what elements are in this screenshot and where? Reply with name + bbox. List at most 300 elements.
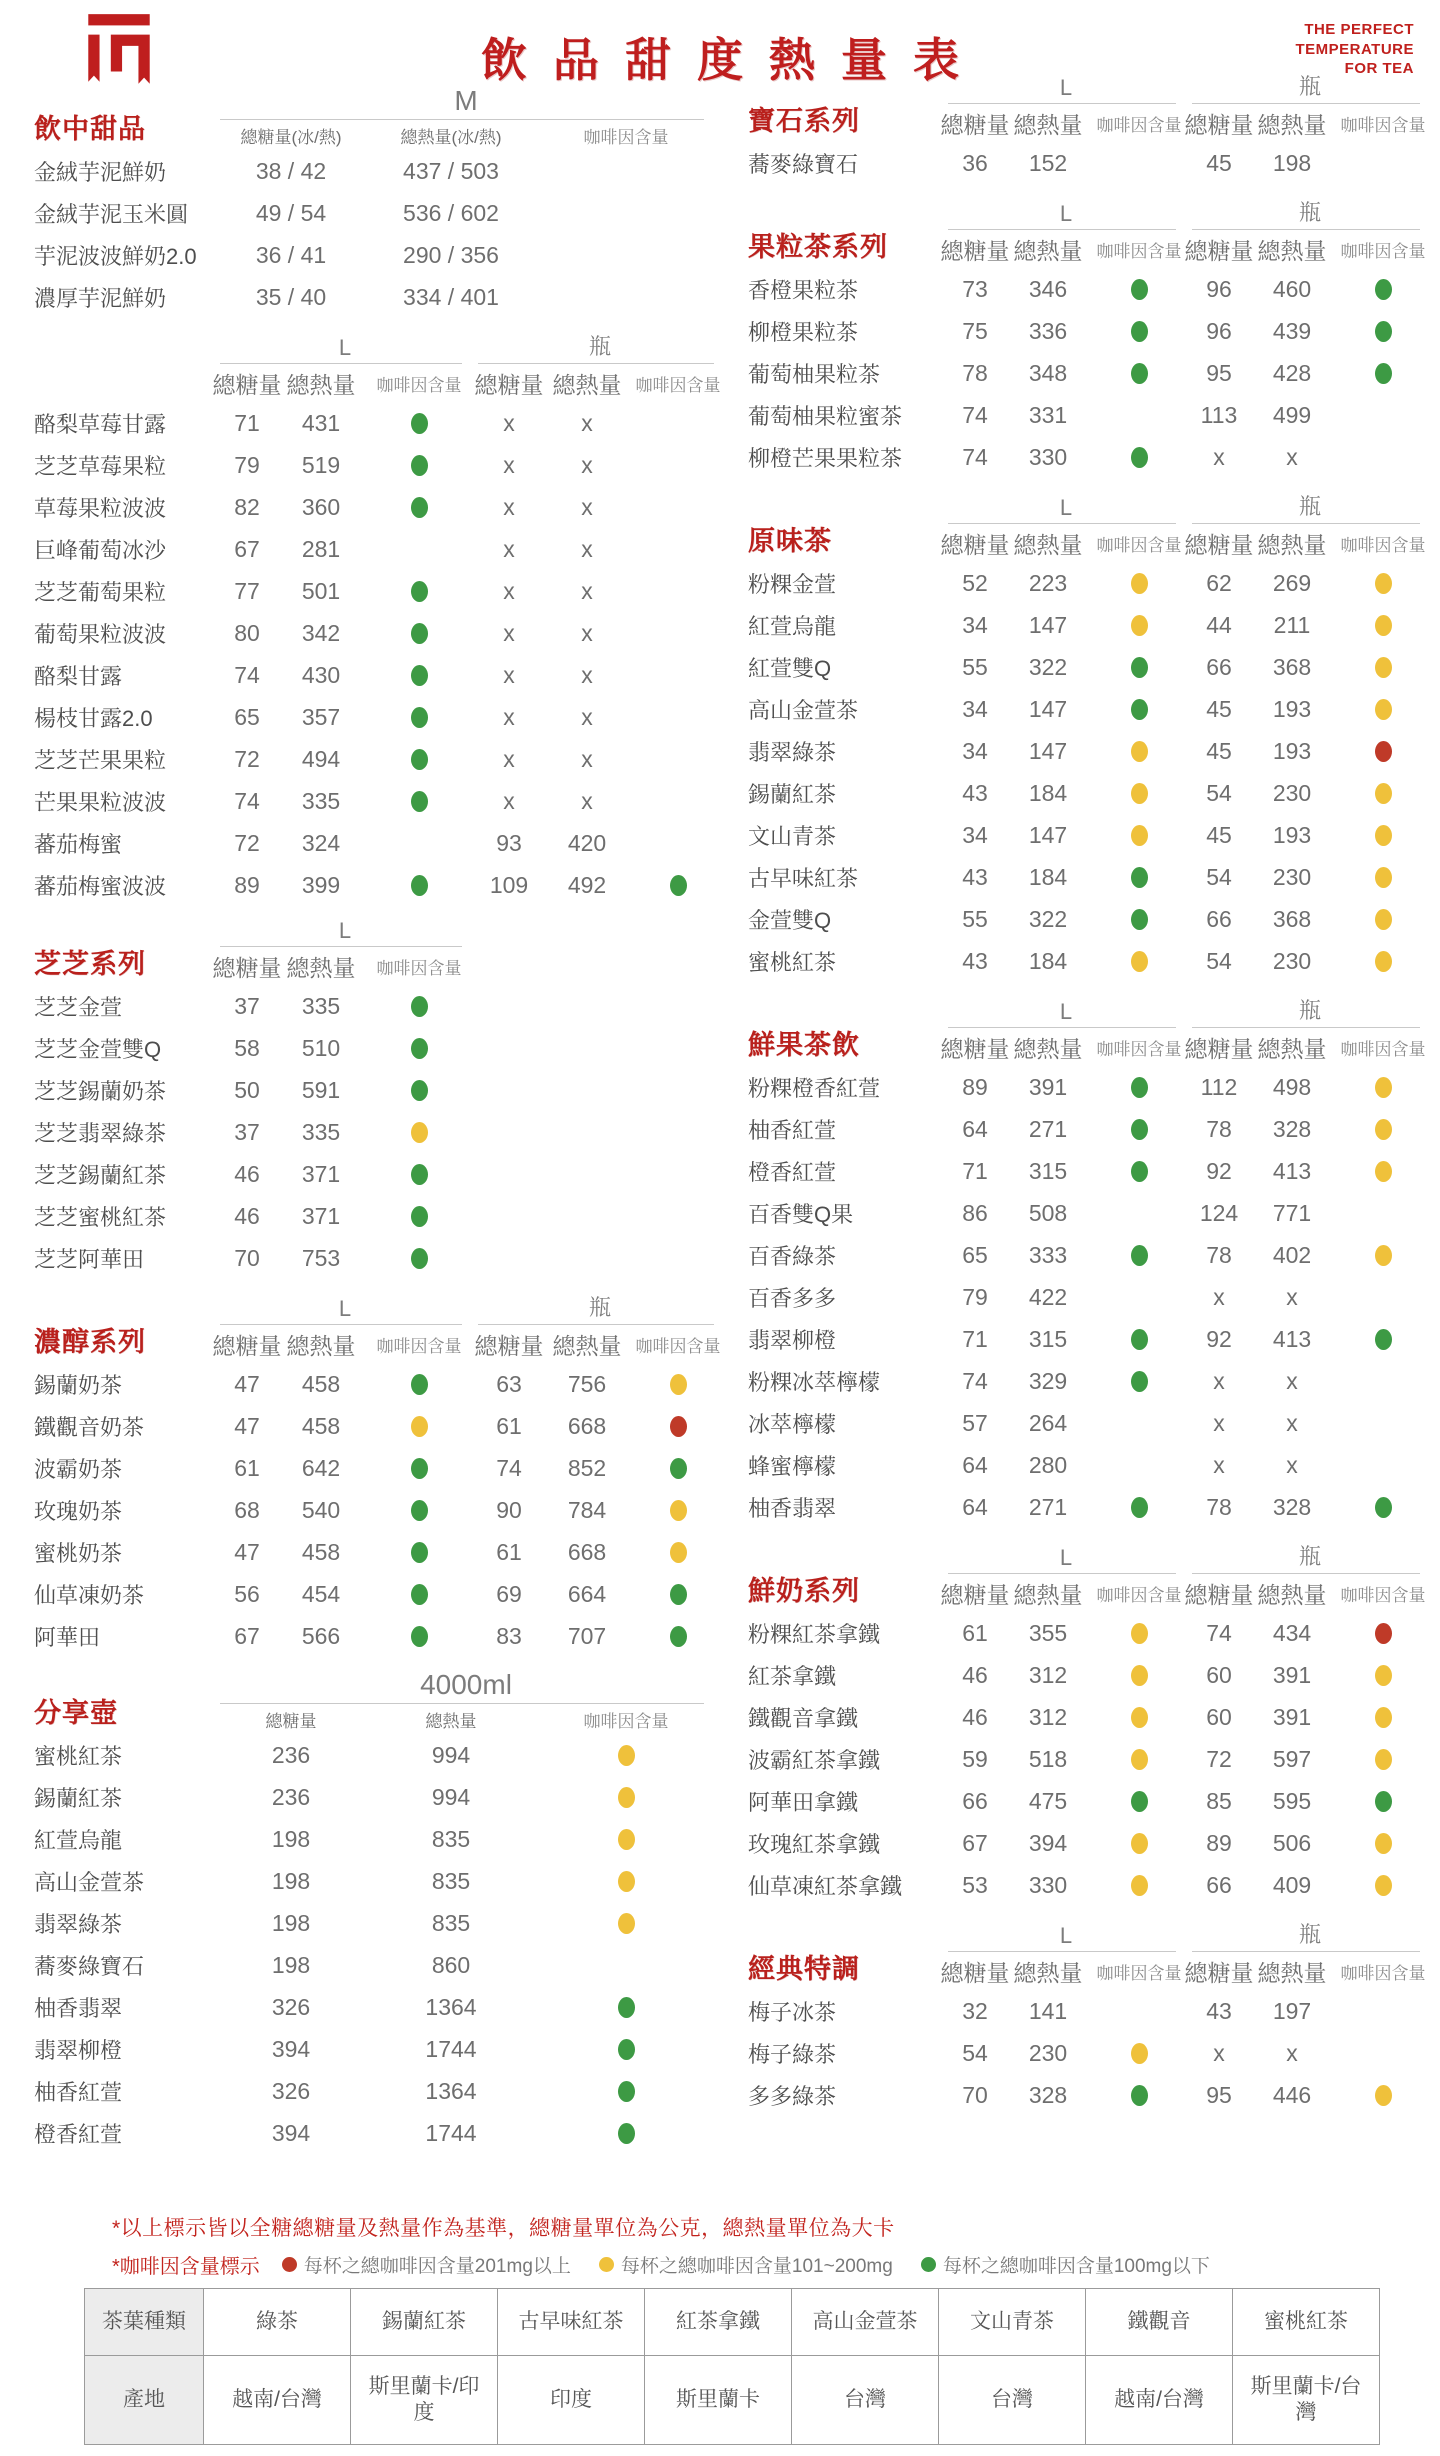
caffeine-dot-green bbox=[1131, 321, 1148, 342]
caffeine-dot-green bbox=[1131, 657, 1148, 678]
column-header: 總熱量 bbox=[1257, 112, 1327, 138]
column-header: 總熱量 bbox=[1013, 1582, 1083, 1608]
size-label: M bbox=[454, 85, 478, 116]
size-group-values bbox=[1188, 150, 1432, 177]
calorie-value: 597 bbox=[1272, 1745, 1312, 1772]
calorie-value: 322 bbox=[1028, 653, 1068, 680]
size-group-values bbox=[1188, 360, 1432, 387]
column-headers bbox=[940, 107, 1188, 140]
tea-type-cell: 鐵觀音 bbox=[1086, 2289, 1233, 2356]
menu-row bbox=[34, 234, 740, 276]
caffeine-cell bbox=[1334, 1872, 1432, 1899]
size-group-values bbox=[944, 444, 1188, 471]
sugar-value: x bbox=[1213, 443, 1225, 470]
item-name: 蕎麥綠寶石 bbox=[34, 1953, 145, 1979]
column-header: 總熱量 bbox=[1257, 1036, 1327, 1062]
calorie-value: 342 bbox=[301, 619, 341, 646]
menu-row bbox=[34, 1489, 740, 1531]
caffeine-dot-yellow bbox=[411, 1416, 428, 1437]
calorie-value: x bbox=[1286, 1367, 1298, 1394]
sugar-value: 61 bbox=[496, 1412, 522, 1439]
caffeine-dot-green bbox=[1131, 1245, 1148, 1266]
caffeine-cell bbox=[1334, 1830, 1432, 1857]
item-name: 高山金萱茶 bbox=[748, 697, 859, 723]
column-header: 總熱量 bbox=[1257, 238, 1327, 264]
sugar-value: 109 bbox=[489, 871, 529, 898]
caffeine-cell bbox=[364, 536, 474, 563]
caffeine-cell bbox=[1334, 2040, 1432, 2067]
tea-type-cell: 文山青茶 bbox=[939, 2289, 1086, 2356]
caffeine-dot-green bbox=[670, 875, 687, 896]
caffeine-cell bbox=[630, 704, 726, 731]
caffeine-dot-red bbox=[1375, 1623, 1392, 1644]
size-group-values bbox=[216, 1826, 716, 1853]
menu-row bbox=[748, 1864, 1438, 1906]
caffeine-cell bbox=[364, 1455, 474, 1482]
size-label: L bbox=[1059, 75, 1073, 100]
column-header: 咖啡因含量 bbox=[1096, 536, 1182, 555]
menu-row bbox=[748, 268, 1438, 310]
column-headers bbox=[940, 527, 1188, 560]
tea-type-row-label: 茶葉種類 bbox=[85, 2289, 204, 2356]
caffeine-cell bbox=[536, 1868, 716, 1895]
calorie-value: 458 bbox=[301, 1412, 341, 1439]
column-headers bbox=[216, 1707, 716, 1732]
size-group-values bbox=[1188, 864, 1432, 891]
size-group-values bbox=[1188, 1116, 1432, 1143]
calorie-value: 264 bbox=[1028, 1409, 1068, 1436]
calorie-value: 566 bbox=[301, 1622, 341, 1649]
caffeine-dot-green bbox=[411, 996, 428, 1017]
column-headers bbox=[940, 233, 1188, 266]
size-underline bbox=[948, 103, 1176, 104]
size-label: L bbox=[1059, 1545, 1073, 1570]
sugar-value: 66 bbox=[1206, 653, 1232, 680]
menu-row bbox=[34, 1069, 740, 1111]
caffeine-cell bbox=[364, 1077, 474, 1104]
caffeine-cell bbox=[1090, 612, 1188, 639]
sugar-value: 45 bbox=[1206, 695, 1232, 722]
caffeine-cell bbox=[1334, 444, 1432, 471]
sugar-value: x bbox=[503, 577, 515, 604]
item-name: 柚香翡翠 bbox=[34, 1995, 123, 2021]
section-header bbox=[34, 85, 740, 150]
column-header: 總糖量 bbox=[1184, 1960, 1254, 1986]
menu-row bbox=[748, 1738, 1438, 1780]
size-group-header bbox=[940, 1545, 1188, 1612]
size-group-values bbox=[1188, 276, 1432, 303]
column-header: 總糖量 bbox=[265, 1712, 317, 1731]
caffeine-cell bbox=[536, 2036, 716, 2063]
caffeine-cell bbox=[1090, 1200, 1188, 1227]
sugar-value: 72 bbox=[1206, 1745, 1232, 1772]
item-name: 波霸紅茶拿鐵 bbox=[748, 1747, 881, 1773]
sugar-value: 82 bbox=[234, 493, 260, 520]
caffeine-dot-yellow bbox=[670, 1374, 687, 1395]
caffeine-cell bbox=[364, 1203, 474, 1230]
menu-section bbox=[748, 1540, 1438, 1906]
calorie-value: 431 bbox=[301, 409, 341, 436]
menu-row bbox=[748, 352, 1438, 394]
menu-section bbox=[34, 330, 740, 906]
size-group-values bbox=[944, 318, 1188, 345]
item-name: 仙草凍奶茶 bbox=[34, 1582, 145, 1608]
menu-row bbox=[748, 394, 1438, 436]
size-group-values bbox=[216, 1581, 474, 1608]
menu-section bbox=[748, 1918, 1438, 2116]
calorie-value: 333 bbox=[1028, 1241, 1068, 1268]
caffeine-cell bbox=[630, 662, 726, 689]
menu-row bbox=[34, 696, 740, 738]
calorie-value: x bbox=[1286, 1409, 1298, 1436]
sugar-value: x bbox=[503, 409, 515, 436]
size-group-header bbox=[940, 1923, 1188, 1990]
sugar-value: 45 bbox=[1206, 149, 1232, 176]
column-header: 咖啡因含量 bbox=[1340, 1964, 1426, 1983]
sugar-value: 35 / 40 bbox=[255, 283, 327, 310]
caffeine-cell bbox=[1090, 1872, 1188, 1899]
size-group-values bbox=[216, 536, 474, 563]
caffeine-cell bbox=[1090, 318, 1188, 345]
size-group-values bbox=[216, 2036, 716, 2063]
size-group-values bbox=[944, 1746, 1188, 1773]
sugar-value: 49 / 54 bbox=[255, 199, 327, 226]
calorie-value: 391 bbox=[1028, 1073, 1068, 1100]
caffeine-cell bbox=[1090, 1746, 1188, 1773]
calorie-value: 510 bbox=[301, 1034, 341, 1061]
sugar-value: 61 bbox=[962, 1619, 988, 1646]
size-group-values bbox=[944, 150, 1188, 177]
caffeine-dot-yellow bbox=[1375, 615, 1392, 636]
column-header: 總糖量 bbox=[212, 955, 282, 981]
sugar-value: 394 bbox=[271, 2119, 311, 2146]
size-group-values bbox=[474, 1581, 726, 1608]
calorie-value: 519 bbox=[301, 451, 341, 478]
caffeine-dot-green bbox=[1131, 909, 1148, 930]
sugar-value: 78 bbox=[1206, 1115, 1232, 1142]
calorie-value: 460 bbox=[1272, 275, 1312, 302]
calorie-value: 668 bbox=[567, 1412, 607, 1439]
column-header: 總糖量 bbox=[940, 112, 1010, 138]
item-name: 翡翠綠茶 bbox=[748, 739, 837, 765]
size-group-values bbox=[944, 948, 1188, 975]
column-header: 總熱量 bbox=[286, 1333, 356, 1359]
calorie-value: 336 bbox=[1028, 317, 1068, 344]
size-group-values bbox=[944, 276, 1188, 303]
tea-type-cell: 紅茶拿鐵 bbox=[645, 2289, 792, 2356]
size-underline bbox=[1192, 103, 1420, 104]
section-title: 鮮果茶飲 bbox=[748, 1030, 860, 1061]
calorie-value: 1744 bbox=[425, 2119, 477, 2146]
legend-label: 每杯之總咖啡因含量101~200mg bbox=[620, 2256, 893, 2277]
menu-row bbox=[748, 142, 1438, 184]
calorie-value: x bbox=[581, 409, 593, 436]
calorie-value: 281 bbox=[301, 535, 341, 562]
item-name: 梅子綠茶 bbox=[748, 2041, 837, 2067]
caffeine-dot-yellow bbox=[1375, 1749, 1392, 1770]
size-group-values bbox=[216, 1910, 716, 1937]
caffeine-dot-green bbox=[411, 707, 428, 728]
caffeine-dot-yellow bbox=[1131, 1749, 1148, 1770]
calorie-value: 430 bbox=[301, 661, 341, 688]
column-headers bbox=[940, 1031, 1188, 1064]
caffeine-cell bbox=[1334, 1326, 1432, 1353]
size-underline bbox=[1192, 1027, 1420, 1028]
caffeine-dot-yellow bbox=[1375, 909, 1392, 930]
caffeine-legend bbox=[112, 2250, 1238, 2279]
size-group-values bbox=[944, 1368, 1188, 1395]
caffeine-cell bbox=[1334, 360, 1432, 387]
section-title: 分享壺 bbox=[34, 1698, 118, 1729]
sugar-value: 89 bbox=[234, 871, 260, 898]
calorie-value: 835 bbox=[431, 1909, 471, 1936]
caffeine-dot-green bbox=[618, 2123, 635, 2144]
item-name: 芝芝翡翠綠茶 bbox=[34, 1120, 167, 1146]
calorie-value: 315 bbox=[1028, 1157, 1068, 1184]
caffeine-dot-yellow bbox=[1131, 783, 1148, 804]
menu-row bbox=[34, 1818, 740, 1860]
column-header: 總熱量 bbox=[1257, 1582, 1327, 1608]
size-group-values bbox=[1188, 612, 1432, 639]
menu-row bbox=[748, 1360, 1438, 1402]
size-group-values bbox=[216, 620, 474, 647]
item-name: 橙香紅萱 bbox=[34, 2121, 123, 2147]
sugar-value: 198 bbox=[271, 1909, 311, 1936]
calorie-value: 835 bbox=[431, 1825, 471, 1852]
sugar-value: 37 bbox=[234, 992, 260, 1019]
caffeine-dot-yellow bbox=[1375, 867, 1392, 888]
section-header bbox=[748, 994, 1438, 1066]
sugar-value: 96 bbox=[1206, 275, 1232, 302]
menu-row bbox=[748, 1990, 1438, 2032]
caffeine-cell bbox=[1334, 738, 1432, 765]
calorie-value: 230 bbox=[1028, 2039, 1068, 2066]
calorie-value: 193 bbox=[1272, 821, 1312, 848]
size-underline bbox=[220, 1324, 462, 1325]
menu-section bbox=[748, 70, 1438, 184]
sugar-value: 74 bbox=[1206, 1619, 1232, 1646]
caffeine-cell bbox=[1334, 1998, 1432, 2025]
sugar-value: 198 bbox=[271, 1825, 311, 1852]
calorie-value: 494 bbox=[301, 745, 341, 772]
legend-item-mid bbox=[599, 2251, 893, 2278]
sugar-value: 34 bbox=[962, 821, 988, 848]
sugar-value: 44 bbox=[1206, 611, 1232, 638]
caffeine-dot-yellow bbox=[1131, 1875, 1148, 1896]
section-header bbox=[34, 1669, 740, 1734]
size-group-values bbox=[216, 452, 474, 479]
calorie-value: 536 / 602 bbox=[403, 199, 499, 226]
item-name: 芒果果粒波波 bbox=[34, 789, 167, 815]
size-group-values bbox=[216, 1994, 716, 2021]
size-group-values bbox=[216, 1161, 474, 1188]
item-name: 柳橙芒果果粒茶 bbox=[748, 445, 903, 471]
item-name: 葡萄果粒波波 bbox=[34, 621, 167, 647]
legend-label: 每杯之總咖啡因含量201mg以上 bbox=[303, 2256, 571, 2277]
caffeine-dot-yellow bbox=[670, 1542, 687, 1563]
legend-label: 每杯之總咖啡因含量100mg以下 bbox=[942, 2256, 1210, 2277]
item-name: 粉粿金萱 bbox=[748, 571, 837, 597]
sugar-value: 69 bbox=[496, 1580, 522, 1607]
calorie-value: 269 bbox=[1272, 569, 1312, 596]
sugar-value: 43 bbox=[1206, 1997, 1232, 2024]
menu-row bbox=[34, 612, 740, 654]
column-headers bbox=[212, 367, 474, 400]
size-group-values bbox=[1188, 654, 1432, 681]
sugar-value: 64 bbox=[962, 1115, 988, 1142]
item-name: 芝芝草莓果粒 bbox=[34, 453, 167, 479]
menu-row bbox=[748, 772, 1438, 814]
item-name: 柳橙果粒茶 bbox=[748, 319, 859, 345]
size-group-values bbox=[1188, 1326, 1432, 1353]
caffeine-dot-yellow bbox=[1131, 573, 1148, 594]
menu-row bbox=[748, 1822, 1438, 1864]
green-dot-icon bbox=[921, 2257, 936, 2272]
sugar-value: 93 bbox=[496, 829, 522, 856]
calorie-value: 280 bbox=[1028, 1451, 1068, 1478]
size-group-values bbox=[474, 1413, 726, 1440]
section-title: 寶石系列 bbox=[748, 106, 860, 137]
caffeine-cell bbox=[630, 494, 726, 521]
sugar-value: x bbox=[503, 451, 515, 478]
caffeine-cell bbox=[630, 1371, 726, 1398]
size-group-values bbox=[216, 704, 474, 731]
size-label: L bbox=[338, 1296, 352, 1321]
calorie-value: 335 bbox=[301, 992, 341, 1019]
size-group-values bbox=[944, 570, 1188, 597]
tea-origin-table bbox=[84, 2288, 1380, 2445]
size-group-values bbox=[1188, 738, 1432, 765]
sugar-value: x bbox=[503, 619, 515, 646]
caffeine-dot-yellow bbox=[1375, 1833, 1392, 1854]
caffeine-cell bbox=[364, 1161, 474, 1188]
caffeine-cell bbox=[536, 1994, 716, 2021]
caffeine-dot-yellow bbox=[1131, 1707, 1148, 1728]
caffeine-cell bbox=[1090, 696, 1188, 723]
size-group-values bbox=[1188, 1830, 1432, 1857]
caffeine-cell bbox=[1334, 1074, 1432, 1101]
calorie-value: 668 bbox=[567, 1538, 607, 1565]
column-header: 總糖量 bbox=[940, 238, 1010, 264]
size-group-values bbox=[216, 1077, 474, 1104]
size-group-values bbox=[1188, 1368, 1432, 1395]
sugar-value: 46 bbox=[962, 1661, 988, 1688]
menu-row bbox=[748, 1066, 1438, 1108]
size-group-values bbox=[1188, 1242, 1432, 1269]
sugar-value: 95 bbox=[1206, 2081, 1232, 2108]
column-header: 總熱量 bbox=[1257, 532, 1327, 558]
size-group-values bbox=[216, 1623, 474, 1650]
caffeine-cell bbox=[364, 494, 474, 521]
column-headers bbox=[474, 367, 726, 400]
caffeine-dot-yellow bbox=[1375, 783, 1392, 804]
item-name: 金萱雙Q bbox=[748, 907, 832, 933]
item-name: 鐵觀音奶茶 bbox=[34, 1414, 145, 1440]
calorie-value: x bbox=[581, 619, 593, 646]
caffeine-cell bbox=[1090, 822, 1188, 849]
calorie-value: 147 bbox=[1028, 737, 1068, 764]
caffeine-cell bbox=[1334, 780, 1432, 807]
sugar-value: 68 bbox=[234, 1496, 260, 1523]
item-name: 柚香翡翠 bbox=[748, 1495, 837, 1521]
item-name: 楊枝甘露2.0 bbox=[34, 705, 153, 731]
sugar-value: x bbox=[503, 493, 515, 520]
calorie-value: 197 bbox=[1272, 1997, 1312, 2024]
size-group-values bbox=[1188, 780, 1432, 807]
caffeine-dot-green bbox=[1131, 699, 1148, 720]
menu-row bbox=[34, 1860, 740, 1902]
sugar-value: 112 bbox=[1200, 1073, 1238, 1100]
size-group-values bbox=[1188, 696, 1432, 723]
calorie-value: 329 bbox=[1028, 1367, 1068, 1394]
column-header: 總糖量(冰/熱) bbox=[240, 128, 342, 147]
calorie-value: 1364 bbox=[425, 1993, 477, 2020]
caffeine-dot-green bbox=[618, 2081, 635, 2102]
caffeine-cell bbox=[1090, 738, 1188, 765]
calorie-value: 290 / 356 bbox=[403, 241, 499, 268]
menu-row bbox=[34, 1447, 740, 1489]
size-group-values bbox=[216, 578, 474, 605]
size-label: 瓶 bbox=[1298, 1922, 1321, 1947]
item-name: 玫瑰紅茶拿鐵 bbox=[748, 1831, 881, 1857]
size-group-values bbox=[216, 242, 716, 269]
item-name: 錫蘭紅茶 bbox=[748, 781, 837, 807]
size-group-values bbox=[474, 1539, 726, 1566]
column-header: 總糖量 bbox=[1184, 532, 1254, 558]
section-title: 濃醇系列 bbox=[34, 1327, 146, 1358]
menu-row bbox=[748, 1234, 1438, 1276]
calorie-value: 595 bbox=[1272, 1787, 1312, 1814]
size-group-values bbox=[944, 402, 1188, 429]
sugar-value: 89 bbox=[962, 1073, 988, 1100]
caffeine-dot-green bbox=[1375, 321, 1392, 342]
size-group-values bbox=[474, 872, 726, 899]
caffeine-cell bbox=[1090, 1410, 1188, 1437]
sugar-value: 67 bbox=[962, 1829, 988, 1856]
column-header: 咖啡因含量 bbox=[1096, 242, 1182, 261]
size-group-values bbox=[1188, 1200, 1432, 1227]
menu-section bbox=[748, 196, 1438, 478]
sugar-value: 62 bbox=[1206, 569, 1232, 596]
size-group-header bbox=[940, 75, 1188, 142]
calorie-value: 994 bbox=[431, 1741, 471, 1768]
calorie-value: 357 bbox=[301, 703, 341, 730]
size-group-header bbox=[474, 330, 726, 402]
size-group-header bbox=[212, 918, 474, 985]
item-name: 柚香紅萱 bbox=[34, 2079, 123, 2105]
calorie-value: 434 bbox=[1272, 1619, 1312, 1646]
tea-origin-cell: 越南/台灣 bbox=[204, 2356, 351, 2445]
size-underline bbox=[478, 1324, 714, 1325]
sugar-value: 37 bbox=[234, 1118, 260, 1145]
menu-row bbox=[748, 1444, 1438, 1486]
sugar-value: 54 bbox=[962, 2039, 988, 2066]
item-name: 阿華田 bbox=[34, 1624, 101, 1650]
sugar-calorie-note: *以上標示皆以全糖總糖量及熱量作為基準，總糖量單位為公克，總熱量單位為大卡 bbox=[112, 2217, 895, 2240]
column-header: 總熱量 bbox=[286, 955, 356, 981]
calorie-value: 152 bbox=[1028, 149, 1068, 176]
sugar-value: 34 bbox=[962, 695, 988, 722]
menu-row bbox=[34, 1776, 740, 1818]
caffeine-dot-green bbox=[1131, 867, 1148, 888]
caffeine-cell bbox=[1334, 276, 1432, 303]
sugar-value: 72 bbox=[234, 745, 260, 772]
caffeine-cell bbox=[630, 746, 726, 773]
section-header bbox=[34, 1291, 740, 1363]
calorie-value: 437 / 503 bbox=[403, 157, 499, 184]
caffeine-cell bbox=[364, 788, 474, 815]
item-name: 芝芝芒果果粒 bbox=[34, 747, 167, 773]
